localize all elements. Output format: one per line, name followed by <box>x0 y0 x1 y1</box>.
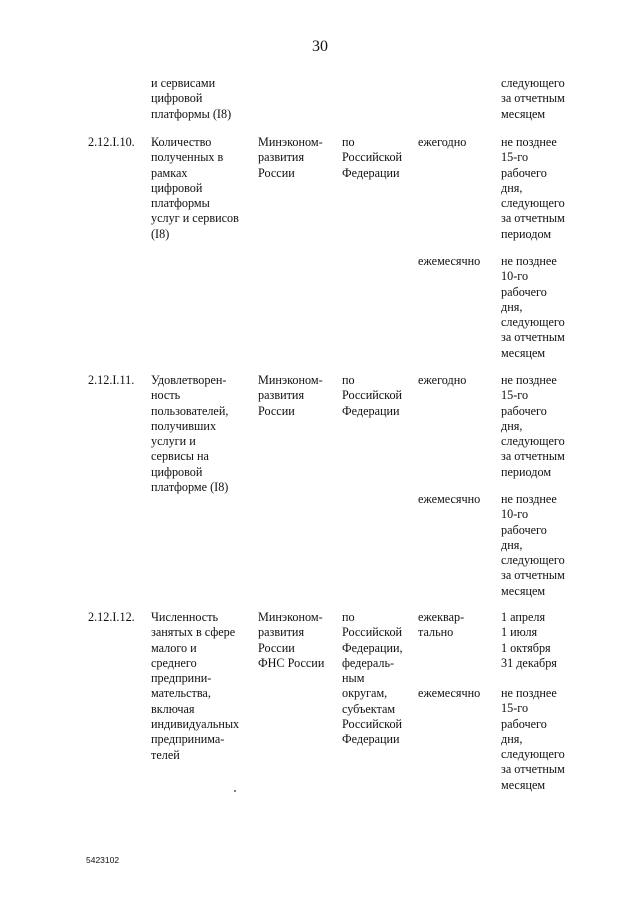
continuation-deadline: следующего за отчетным месяцем <box>501 76 565 121</box>
frequency: ежемесячно <box>418 686 481 700</box>
row-number: 2.12.I.11. <box>88 373 135 387</box>
indicator-name: Количество полученных в рамках цифровой платформы услуг и сервисов (I8) <box>151 135 239 241</box>
responsible-agency: Минэконом- развития России <box>258 135 323 180</box>
row-number: 2.12.I.12. <box>88 610 135 624</box>
deadline: 1 апреля 1 июля 1 октября 31 декабря <box>501 610 557 670</box>
deadline: не позднее 15-го рабочего дня, следующего за отчетным месяцем <box>501 686 565 792</box>
frequency: ежегодно <box>418 135 467 149</box>
deadline: не позднее 10-го рабочего дня, следующего за отчетным месяцем <box>501 254 565 360</box>
document-code: 5423102 <box>86 855 120 865</box>
aggregation-level: по Российской Федерации <box>342 135 403 180</box>
responsible-agency: Минэконом- развития России <box>258 373 323 418</box>
row-number: 2.12.I.10. <box>88 135 135 149</box>
scan-speck <box>234 790 236 792</box>
frequency: ежемесячно <box>418 492 481 506</box>
continuation-name: и сервисами цифровой платформы (I8) <box>151 76 232 121</box>
deadline: не позднее 15-го рабочего дня, следующего за отчетным периодом <box>501 135 565 241</box>
deadline: не позднее 15-го рабочего дня, следующего за отчетным периодом <box>501 373 565 479</box>
frequency: ежегодно <box>418 373 467 387</box>
aggregation-level: по Российской Федерации <box>342 373 403 418</box>
frequency: ежеквар- тально <box>418 610 465 640</box>
indicator-name: Удовлетворен- ность пользователей, получивших услуги и сервисы на цифровой платформе (I8) <box>151 373 229 495</box>
deadline: не позднее 10-го рабочего дня, следующего за отчетным месяцем <box>501 492 565 598</box>
responsible-agency: Минэконом- развития России ФНС России <box>258 610 325 670</box>
aggregation-level: по Российской Федерации, федераль- ным округам, субъектам Российской Федерации <box>342 610 403 747</box>
page-number: 30 <box>312 38 328 55</box>
indicator-name: Численность занятых в сфере малого и среднего предприни- мательства, включая индивидуальных предпринима- телей <box>151 610 240 762</box>
frequency: ежемесячно <box>418 254 481 268</box>
